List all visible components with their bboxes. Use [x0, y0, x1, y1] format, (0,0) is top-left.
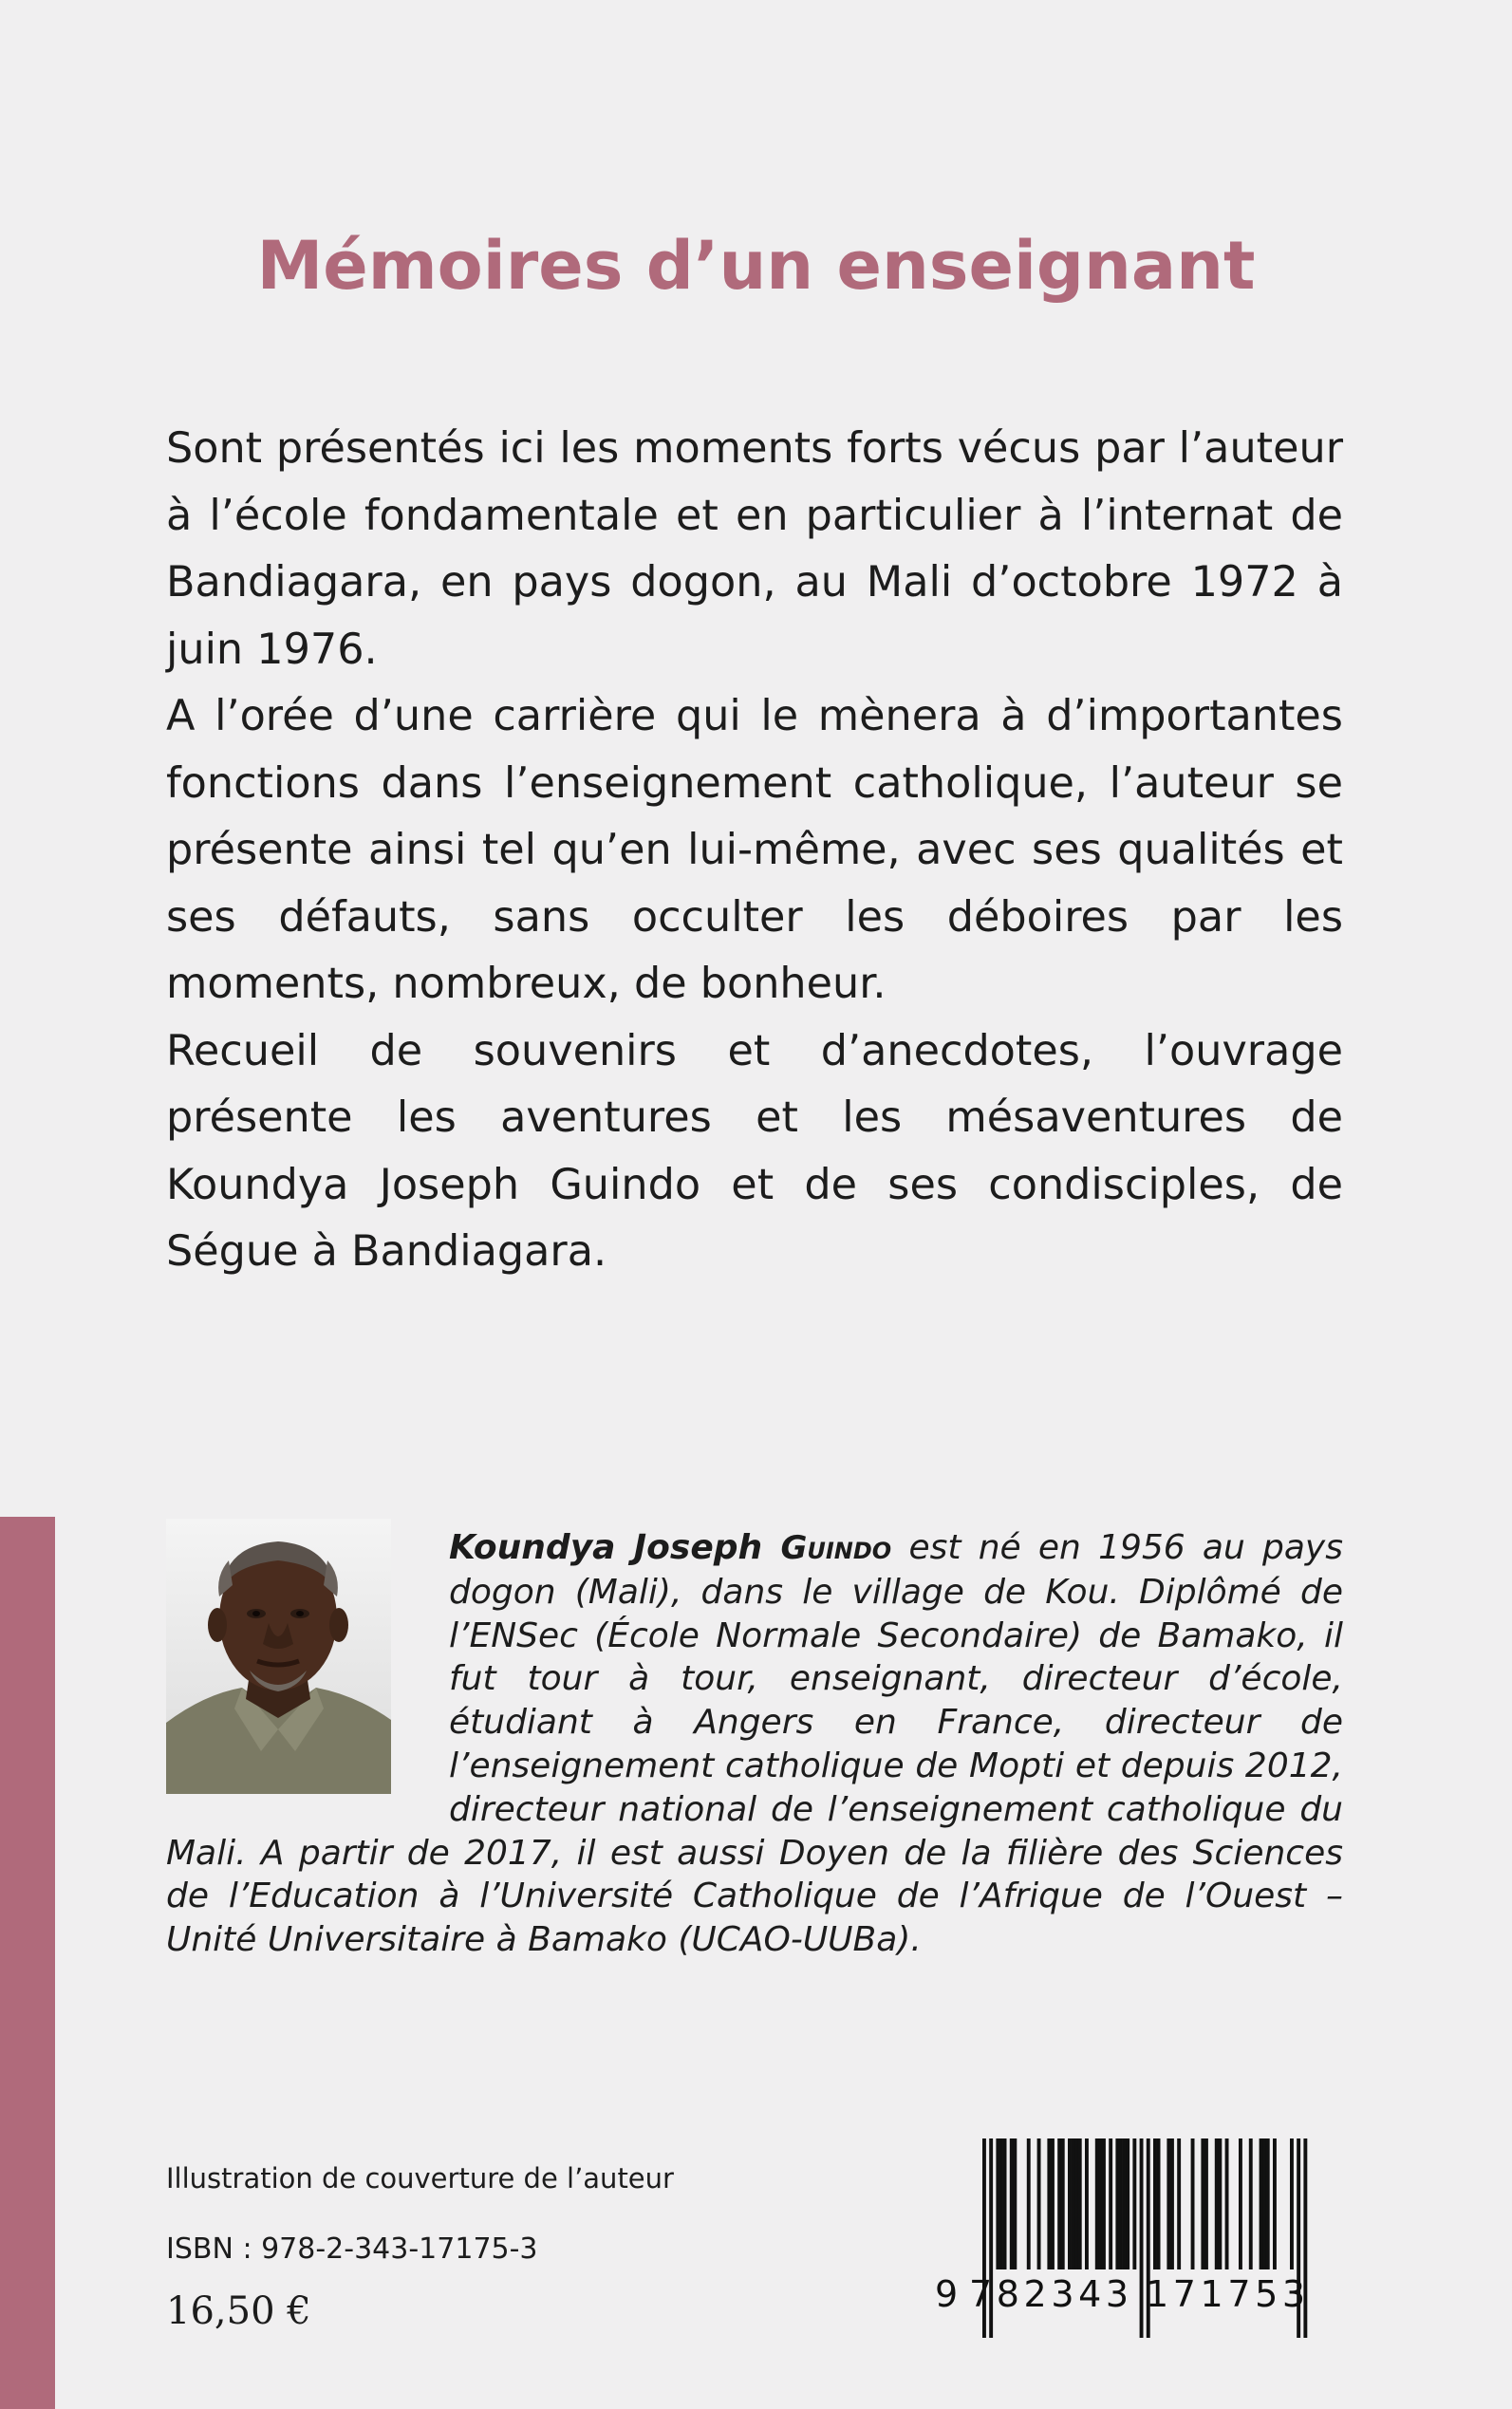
isbn-number: ISBN : 978-2-343-17175-3 — [166, 2232, 538, 2266]
barcode-bar — [1266, 2138, 1270, 2269]
blurb-paragraph: A l’orée d’une carrière qui le mènera à d’importantes fonctions dans l’enseignement catholique, l’auteur se présente ainsi tel qu’en lui-même, avec ses qualités et ses défauts, sans occulter les déboires par les moments, nombreux, de bonheur. — [166, 692, 1343, 1008]
barcode-bar — [1167, 2138, 1170, 2269]
barcode-bar — [1170, 2138, 1174, 2269]
book-price: 16,50 € — [166, 2289, 311, 2333]
book-blurb — [166, 416, 1343, 1286]
barcode-bar — [1027, 2138, 1031, 2269]
author-last-name: Guindo — [780, 1529, 892, 1567]
bio-text: est né en 1956 au pays dogon (Mali), dans le village de Kou. Diplômé de l’ENSec (École Normale Secondaire) de Bamako, il fut tour à tour, enseignant, directeur d’école, étudiant à Angers en France, directeur de l’enseignement catholique de Mopti et depuis 2012, directeur national de l’enseignement catholique du Mali. A partir de 2017, il est aussi Doyen de la filière des Sciences de l’Education à l’Université Catholique de l’Afrique de l’Ouest – Unité Universitaire à Bamako (UCAO-UUBa). — [166, 1528, 1343, 1960]
barcode-bar — [1157, 2138, 1161, 2269]
barcode-bar — [1003, 2138, 1007, 2269]
barcode-bar — [1119, 2138, 1123, 2269]
barcode-bar — [1126, 2138, 1129, 2269]
barcode-bar — [1037, 2138, 1041, 2269]
barcode-first-digit: 9 — [935, 2273, 962, 2315]
blurb-paragraph: Recueil de souvenirs et d’anecdotes, l’ouvrage présente les aventures et les mésaventures de Koundya Joseph Guindo et de ses condisciples, de Ségue à Bandiagara. — [166, 1026, 1343, 1276]
barcode-bar — [1013, 2138, 1017, 2269]
barcode-bar — [1074, 2138, 1078, 2269]
barcode-bar — [1262, 2138, 1266, 2269]
barcode-bar — [1057, 2138, 1061, 2269]
blurb-paragraph: Sont présentés ici les moments forts vécus par l’auteur à l’école fondamentale et en particulier à l’internat de Bandiagara, en pays dogon, au Mali d’octobre 1972 à juin 1976. — [166, 424, 1343, 674]
barcode-digits — [935, 2271, 1343, 2319]
barcode-bar — [1085, 2138, 1089, 2269]
barcode-bar — [1102, 2138, 1106, 2269]
barcode-bar — [1109, 2138, 1112, 2269]
barcode-bar — [1123, 2138, 1127, 2269]
barcode-bar — [1153, 2138, 1157, 2269]
book-title: Mémoires d’un enseignant — [256, 226, 1256, 305]
author-biography — [166, 1526, 1343, 1962]
barcode-bar — [999, 2138, 1003, 2269]
barcode-bar — [1290, 2138, 1294, 2269]
barcode-right-digits: 171753 — [1146, 2273, 1310, 2315]
barcode-bar — [1177, 2138, 1181, 2269]
barcode-bar — [1095, 2138, 1099, 2269]
barcode-bar — [1051, 2138, 1055, 2269]
spine-accent-bar — [0, 1517, 55, 2409]
barcode-bar — [1068, 2138, 1072, 2269]
author-first-name: Koundya Joseph — [449, 1528, 763, 1567]
barcode-bar — [1201, 2138, 1204, 2269]
barcode-left-digits: 782343 — [969, 2273, 1133, 2315]
barcode-bar — [1225, 2138, 1229, 2269]
barcode-bar — [1260, 2138, 1263, 2269]
barcode-bar — [1191, 2138, 1195, 2269]
barcode-bar — [1115, 2138, 1119, 2269]
barcode-bar — [1078, 2138, 1082, 2269]
barcode-bar — [1098, 2138, 1102, 2269]
barcode-bar — [1273, 2138, 1277, 2269]
barcode-bar — [1072, 2138, 1075, 2269]
barcode-bar — [1132, 2138, 1136, 2269]
barcode-bar — [1047, 2138, 1051, 2269]
barcode-bar — [1239, 2138, 1242, 2269]
barcode-bar — [1204, 2138, 1208, 2269]
barcode-bar — [1218, 2138, 1222, 2269]
barcode-bar — [1061, 2138, 1065, 2269]
barcode-bar — [996, 2138, 999, 2269]
photo-spacer — [166, 1526, 449, 1819]
author-name — [449, 1528, 891, 1567]
barcode-bar — [1010, 2138, 1014, 2269]
barcode-bar — [1249, 2138, 1253, 2269]
barcode-bar — [1215, 2138, 1219, 2269]
cover-illustration-credit: Illustration de couverture de l’auteur — [166, 2162, 674, 2194]
